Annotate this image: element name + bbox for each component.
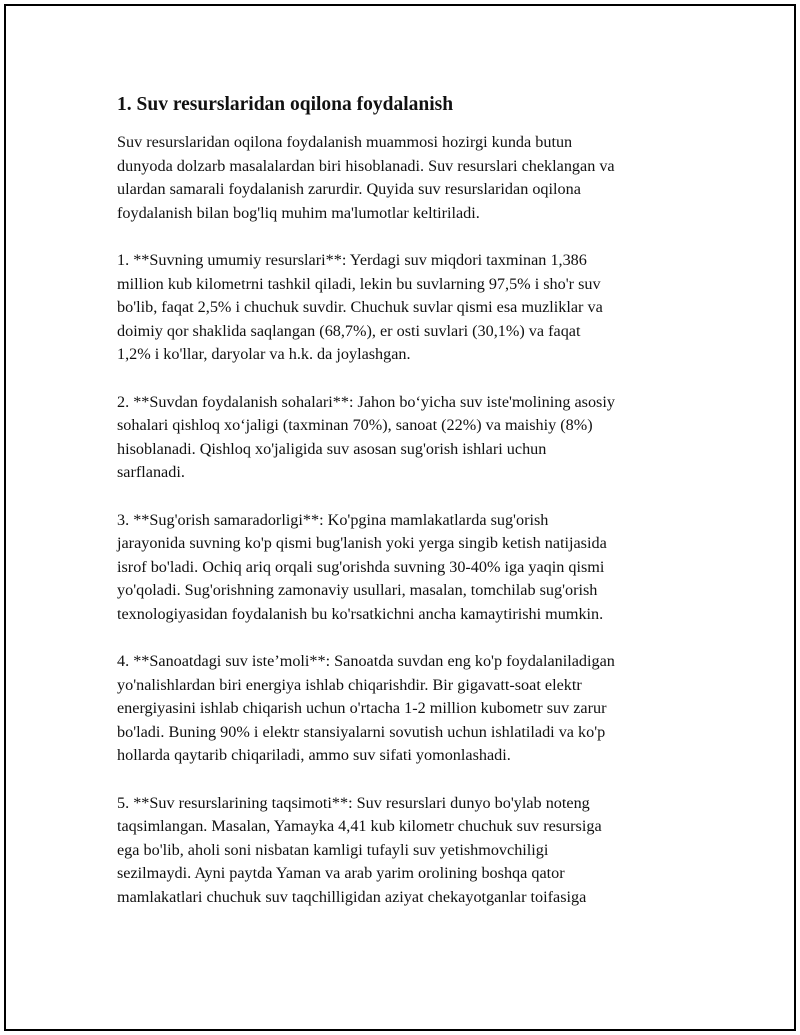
paragraph-line: isrof bo'ladi. Ochiq ariq orqali sug'orishda suvning 30-40% iga yaqin qismi xyxy=(117,557,605,576)
paragraph-line: 3. **Sug'orish samaradorligi**: Ko'pgina mamlakatlarda sug'orish xyxy=(117,510,549,529)
paragraph-line: jarayonida suvning ko'p qismi bug'lanish yoki yerga singib ketish natijasida xyxy=(117,534,607,553)
paragraph-line: energiyasini ishlab chiqarish uchun o'rtacha 1-2 million kubometr suv zarur xyxy=(117,699,607,718)
document-body xyxy=(117,92,687,933)
paragraph-line: yo'qoladi. Sug'orishning zamonaviy usullari, masalan, tomchilab sug'orish xyxy=(117,581,598,600)
paragraph-line: ega bo'lib, aholi soni nisbatan kamligi tufayli suv yetishmovchiligi xyxy=(117,840,549,859)
paragraph-line: yo'nalishlardan biri energiya ishlab chiqarishdir. Bir gigavatt-soat elektr xyxy=(117,675,582,694)
point-3-irrigation-efficiency xyxy=(117,509,687,627)
paragraph-line: Suv resurslaridan oqilona foydalanish muammosi hozirgi kunda butun xyxy=(117,133,573,151)
intro-paragraph xyxy=(117,131,687,225)
paragraph-line: 4. **Sanoatdagi suv iste’moli**: Sanoatda suvdan eng ko'p foydalaniladigan xyxy=(117,652,615,671)
paragraph-line: sohalari qishloq xo‘jaligi (taxminan 70%), sanoat (22%) va maishiy (8%) xyxy=(117,416,593,435)
point-4-industrial-water-use xyxy=(117,650,687,768)
paragraph-line: ulardan samarali foydalanish zarurdir. Quyida suv resurslaridan oqilona xyxy=(117,180,581,199)
paragraph-line: hisoblanadi. Qishloq xo'jaligida suv asosan sug'orish ishlari uchun xyxy=(117,439,547,458)
paragraph-line: bo'ladi. Buning 90% i elektr stansiyalarni sovutish uchun ishlatiladi va ko'p xyxy=(117,722,606,741)
point-2-water-use-sectors xyxy=(117,391,687,485)
point-5-water-distribution xyxy=(117,792,687,910)
paragraph-line: sarflanadi. xyxy=(117,463,185,482)
paragraph-line: taqsimlangan. Masalan, Yamayka 4,41 kub kilometr chuchuk suv resursiga xyxy=(117,817,602,836)
paragraph-line: sezilmaydi. Ayni paytda Yaman va arab yarim orolining boshqa qator xyxy=(117,864,565,883)
point-1-water-resources xyxy=(117,249,687,367)
paragraph-line: hollarda qaytarib chiqariladi, ammo suv sifati yomonlashadi. xyxy=(117,746,511,765)
paragraph-line: texnologiyasidan foydalanish bu ko'rsatkichni ancha kamaytirishi mumkin. xyxy=(117,604,604,623)
paragraph-line: 1,2% i ko'llar, daryolar va h.k. da joylashgan. xyxy=(117,345,411,364)
paragraph-line: mamlakatlari chuchuk suv taqchilligidan aziyat chekayotganlar toifasiga xyxy=(117,888,587,906)
section-heading: 1. Suv resurslaridan oqilona foydalanish xyxy=(117,94,454,115)
paragraph-line: dunyoda dolzarb masalalardan biri hisoblanadi. Suv resurslari cheklangan va xyxy=(117,156,615,175)
paragraph-line: 5. **Suv resurslarining taqsimoti**: Suv resurslari dunyo bo'ylab noteng xyxy=(117,793,590,812)
paragraph-line: doimiy qor shaklida saqlangan (68,7%), er osti suvlari (30,1%) va faqat xyxy=(117,321,581,340)
paragraph-line: foydalanish bilan bog'liq muhim ma'lumotlar keltiriladi. xyxy=(117,203,480,222)
paragraph-line: bo'lib, faqat 2,5% i chuchuk suvdir. Chuchuk suvlar qismi esa muzliklar va xyxy=(117,298,603,317)
paragraph-line: 1. **Suvning umumiy resurslari**: Yerdagi suv miqdori taxminan 1,386 xyxy=(117,250,587,269)
paragraph-line: million kub kilometrni tashkil qiladi, lekin bu suvlarning 97,5% i sho'r suv xyxy=(117,274,601,293)
paragraph-line: 2. **Suvdan foydalanish sohalari**: Jahon bo‘yicha suv iste'molining asosiy xyxy=(117,392,615,411)
